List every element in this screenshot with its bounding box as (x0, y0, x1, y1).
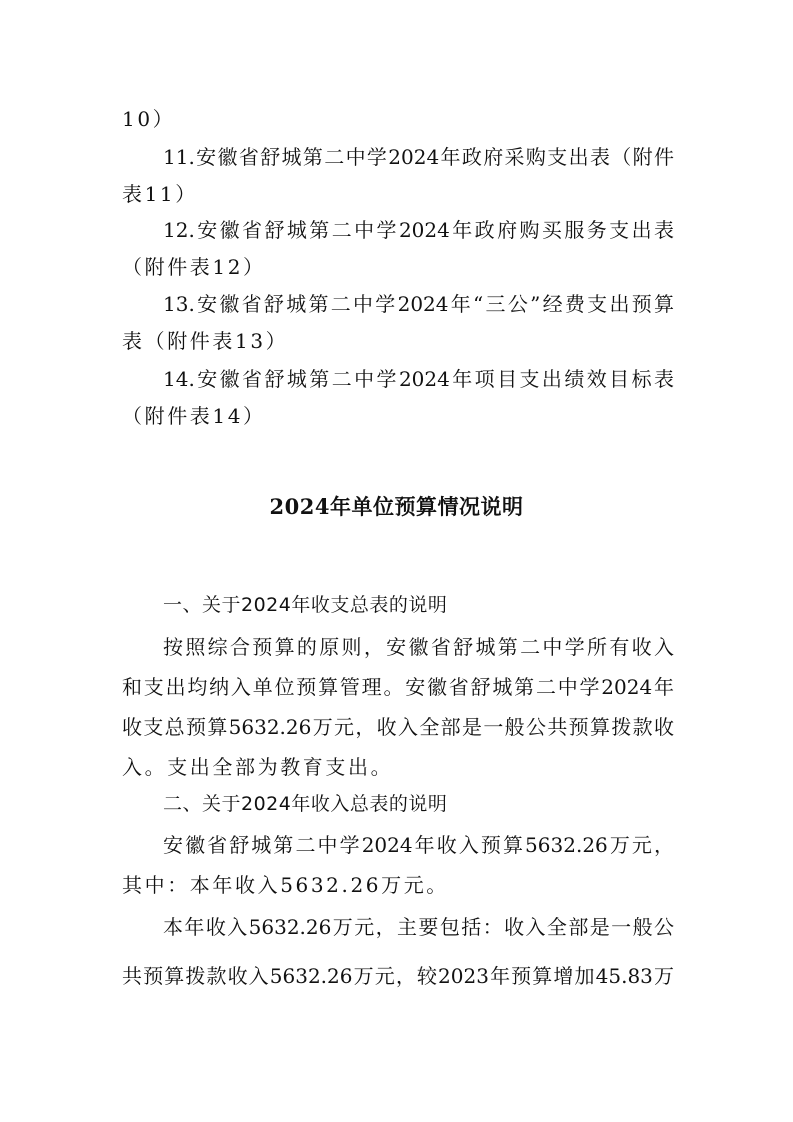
section1-paragraph-line3: 收支总预算5632.26万元，收入全部是一般公共预算拨款收 (122, 715, 674, 739)
section2-paragraph1-line2: 其中：本年收入5632.26万元。 (122, 873, 449, 897)
attachment-10-tail: 10） (122, 107, 176, 131)
section2-paragraph1-line1: 安徽省舒城第二中学2024年收入预算5632.26万元， (163, 833, 674, 857)
section1-paragraph-line2: 和支出均纳入单位预算管理。安徽省舒城第二中学2024年 (122, 675, 674, 699)
attachment-12-line1: 12.安徽省舒城第二中学2024年政府购买服务支出表 (163, 218, 674, 242)
section2-heading: 二、关于2024年收入总表的说明 (163, 793, 448, 815)
section2-paragraph2-line2: 共预算拨款收入5632.26万元，较2023年预算增加45.83万 (122, 964, 674, 988)
section2-paragraph2-line1: 本年收入5632.26万元，主要包括：收入全部是一般公 (163, 915, 674, 939)
attachment-11-line2: 表11） (122, 182, 198, 206)
section1-heading: 一、关于2024年收支总表的说明 (163, 594, 448, 616)
attachment-14-line2: （附件表14） (122, 404, 266, 428)
attachment-13-line1: 13.安徽省舒城第二中学2024年“三公”经费支出预算 (163, 292, 674, 316)
attachment-13-line2: 表（附件表13） (122, 329, 289, 353)
section1-paragraph-line1: 按照综合预算的原则，安徽省舒城第二中学所有收入 (163, 635, 674, 659)
attachment-11-line1: 11.安徽省舒城第二中学2024年政府采购支出表（附件 (163, 145, 674, 169)
attachment-12-line2: （附件表12） (122, 255, 266, 279)
section1-paragraph-line4: 入。支出全部为教育支出。 (122, 755, 394, 779)
document-title: 2024年单位预算情况说明 (269, 494, 524, 519)
attachment-14-line1: 14.安徽省舒城第二中学2024年项目支出绩效目标表 (163, 367, 674, 391)
